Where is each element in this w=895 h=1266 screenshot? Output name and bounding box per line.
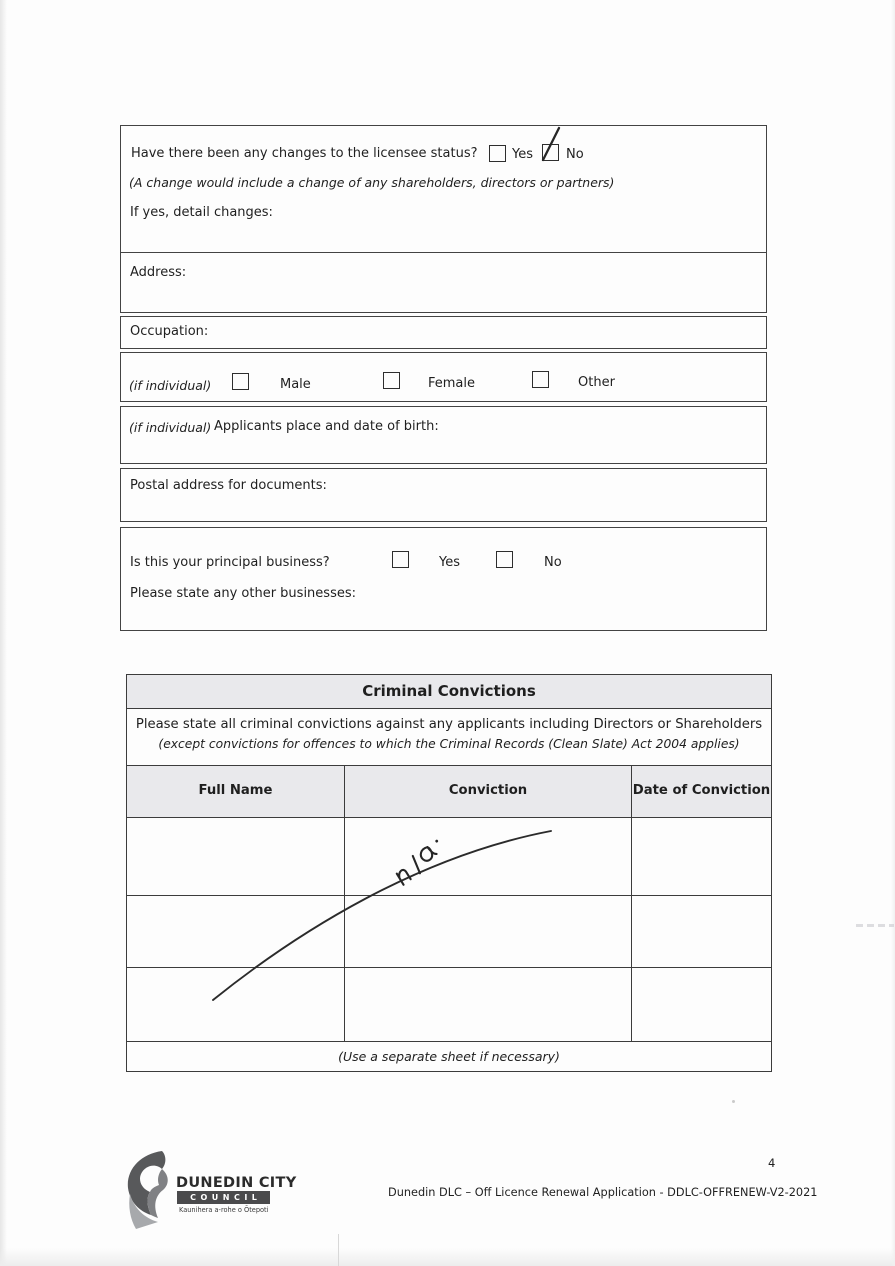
document-reference: Dunedin DLC – Off Licence Renewal Application - DDLC-OFFRENEW-V2-2021 bbox=[388, 1186, 818, 1199]
convictions-title: Criminal Convictions bbox=[127, 675, 771, 709]
licensee-status-section bbox=[120, 125, 767, 253]
scan-artifact-dashes bbox=[856, 924, 894, 927]
birth-individual-prefix: (if individual) bbox=[129, 420, 212, 435]
page-number: 4 bbox=[768, 1156, 776, 1170]
date-cell[interactable] bbox=[632, 896, 771, 967]
date-cell[interactable] bbox=[632, 968, 771, 1041]
occupation-field[interactable] bbox=[120, 316, 767, 349]
scan-edge-right bbox=[891, 0, 895, 1266]
column-header-full-name: Full Name bbox=[127, 766, 345, 817]
logo-council-bar bbox=[177, 1191, 270, 1204]
gender-female-checkbox[interactable] bbox=[383, 372, 400, 389]
principal-yes-checkbox[interactable] bbox=[392, 551, 409, 568]
logo-council-text: COUNCIL bbox=[190, 1192, 262, 1202]
gender-other-label: Other bbox=[578, 375, 615, 390]
gender-male-checkbox[interactable] bbox=[232, 373, 249, 390]
licensee-change-no-label: No bbox=[566, 147, 584, 162]
convictions-header-row bbox=[127, 766, 771, 818]
gender-section bbox=[120, 352, 767, 402]
logo-maori-name: Kaunihera a-rohe o Ōtepoti bbox=[179, 1206, 269, 1214]
logo-city-name: DUNEDIN CITY bbox=[176, 1175, 297, 1191]
birth-label: Applicants place and date of birth: bbox=[214, 419, 439, 434]
scan-artifact-dot bbox=[732, 1100, 735, 1103]
table-row bbox=[127, 968, 771, 1042]
convictions-intro-note: (except convictions for offences to which the Criminal Records (Clean Slate) Act 2004 applies) bbox=[158, 736, 740, 751]
criminal-convictions-table bbox=[126, 674, 772, 1072]
postal-address-label: Postal address for documents: bbox=[130, 478, 327, 493]
birth-field[interactable] bbox=[120, 406, 767, 464]
detail-changes-prompt: If yes, detail changes: bbox=[130, 205, 273, 220]
conviction-cell[interactable] bbox=[345, 818, 632, 895]
table-row bbox=[127, 818, 771, 896]
convictions-footer-note: (Use a separate sheet if necessary) bbox=[338, 1048, 560, 1064]
conviction-cell[interactable] bbox=[345, 896, 632, 967]
dunedin-city-council-logo bbox=[120, 1148, 300, 1234]
gender-female-label: Female bbox=[428, 376, 476, 391]
principal-business-section bbox=[120, 527, 767, 631]
licensee-change-yes-label: Yes bbox=[512, 147, 533, 162]
column-header-conviction: Conviction bbox=[345, 766, 632, 817]
scan-edge-left bbox=[0, 0, 7, 1266]
date-cell[interactable] bbox=[632, 818, 771, 895]
conviction-cell[interactable] bbox=[345, 968, 632, 1041]
gender-male-label: Male bbox=[280, 377, 311, 392]
occupation-label: Occupation: bbox=[130, 324, 209, 339]
licensee-change-yes-checkbox[interactable] bbox=[489, 145, 506, 162]
scan-edge-bottom bbox=[0, 1248, 895, 1266]
address-field[interactable] bbox=[120, 252, 767, 313]
licensee-change-no-checkbox[interactable] bbox=[542, 144, 559, 161]
gender-other-checkbox[interactable] bbox=[532, 371, 549, 388]
koru-swirl-icon bbox=[122, 1150, 178, 1230]
principal-no-label: No bbox=[544, 555, 562, 570]
licensee-change-note: (A change would include a change of any shareholders, directors or partners) bbox=[129, 175, 615, 190]
full-name-cell[interactable] bbox=[127, 818, 345, 895]
full-name-cell[interactable] bbox=[127, 896, 345, 967]
licensee-status-question: Have there been any changes to the licensee status? bbox=[131, 146, 478, 161]
principal-no-checkbox[interactable] bbox=[496, 551, 513, 568]
address-label: Address: bbox=[130, 265, 187, 280]
gender-individual-prefix: (if individual) bbox=[129, 378, 212, 393]
scan-artifact-line bbox=[338, 1234, 339, 1266]
column-header-date-of-conviction: Date of Conviction bbox=[632, 783, 771, 799]
principal-yes-label: Yes bbox=[439, 555, 460, 570]
postal-address-field[interactable] bbox=[120, 468, 767, 522]
full-name-cell[interactable] bbox=[127, 968, 345, 1041]
convictions-intro bbox=[127, 709, 771, 766]
other-businesses-prompt: Please state any other businesses: bbox=[130, 586, 356, 601]
convictions-intro-text: Please state all criminal convictions against any applicants including Directors or Shareholders bbox=[135, 717, 763, 732]
principal-business-question: Is this your principal business? bbox=[130, 555, 330, 570]
table-row bbox=[127, 896, 771, 968]
